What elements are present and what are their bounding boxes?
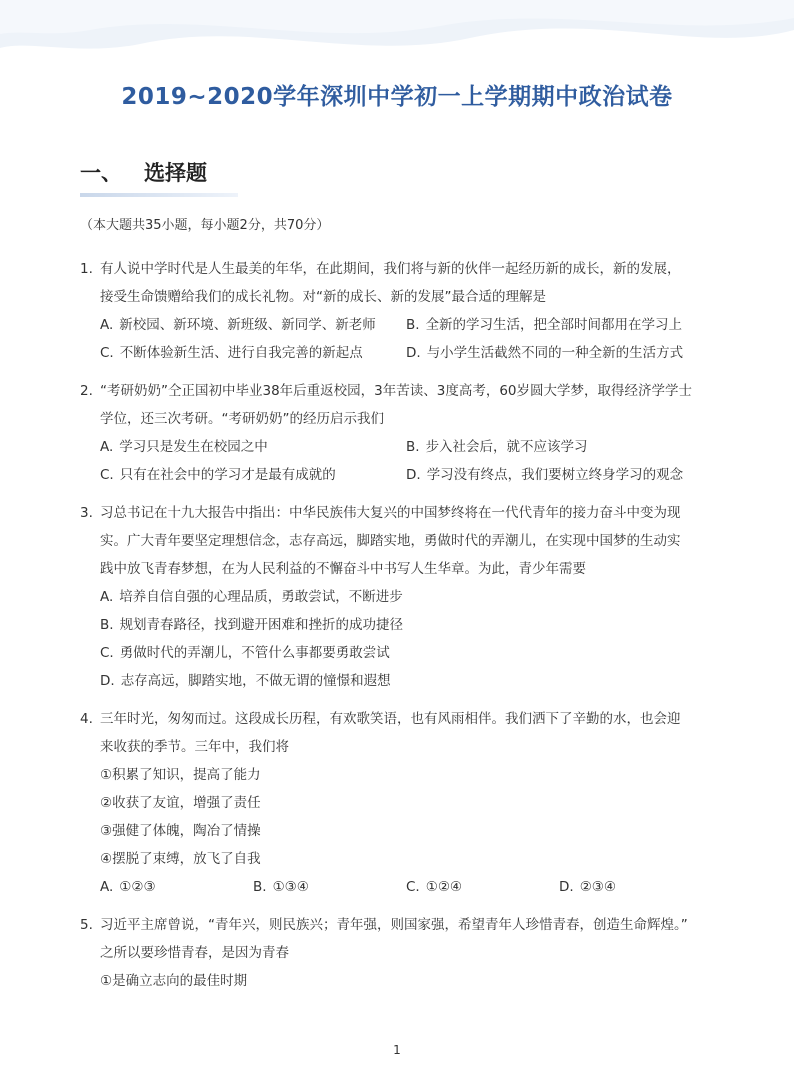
stem-line: 之所以要珍惜青春，是因为青春 [100, 945, 289, 961]
option-label: D. [406, 467, 421, 483]
option-group [100, 433, 720, 489]
option-label: C. [406, 879, 420, 895]
question-number: 3. [80, 505, 93, 521]
question-stem [100, 377, 720, 433]
option-c[interactable] [100, 339, 406, 367]
stem-line: 接受生命馈赠给我们的成长礼物。对“新的成长、新的发展”最合适的理解是 [100, 289, 546, 305]
stem-line: 习近平主席曾说，“青年兴，则民族兴；青年强，则国家强，希望青年人珍惜青春，创造生命辉煌。” [100, 917, 688, 933]
option-a[interactable] [100, 873, 253, 901]
option-label: C. [100, 345, 114, 361]
option-text: 培养自信自强的心理品质，勇敢尝试，不断进步 [119, 589, 403, 605]
option-a[interactable] [100, 433, 406, 461]
option-label: A. [100, 439, 114, 455]
option-text: 步入社会后，就不应该学习 [425, 439, 588, 455]
page-title: 2019~2020学年深圳中学初一上学期期中政治试卷 [121, 84, 673, 110]
option-label: B. [406, 439, 420, 455]
question-3 [80, 499, 720, 695]
stem-line: 来收获的季节。三年中，我们将 [100, 739, 289, 755]
option-text: 学习只是发生在校园之中 [119, 439, 268, 455]
option-label: B. [253, 879, 267, 895]
option-c[interactable] [406, 873, 559, 901]
section-title: 选择题 [144, 161, 207, 185]
option-text: ①②③ [119, 879, 156, 895]
option-text: 不断体验新生活、进行自我完善的新起点 [119, 345, 363, 361]
option-a[interactable] [100, 311, 406, 339]
section-underline [80, 193, 238, 197]
statement-3: ③强健了体魄，陶冶了情操 [100, 823, 261, 839]
option-text: ①③④ [272, 879, 309, 895]
page-number: 1 [393, 1043, 401, 1057]
option-group [100, 583, 720, 695]
option-text: ②③④ [579, 879, 616, 895]
option-text: 勇做时代的弄潮儿，不管什么事都要勇敢尝试 [119, 645, 390, 661]
statement-1: ①积累了知识，提高了能力 [100, 767, 261, 783]
option-c[interactable] [100, 639, 720, 667]
question-list [80, 255, 720, 1005]
option-group [100, 311, 720, 367]
section-instructions: （本大题共35小题，每小题2分，共70分） [80, 218, 330, 233]
question-number: 4. [80, 711, 93, 727]
statement-2: ②收获了友谊，增强了责任 [100, 795, 261, 811]
statement-1: ①是确立志向的最佳时期 [100, 973, 248, 989]
question-stem [100, 911, 720, 967]
stem-line: 习总书记在十九大报告中指出：中华民族伟大复兴的中国梦终将在一代代青年的接力奋斗中变为现 [100, 505, 681, 521]
option-label: D. [406, 345, 421, 361]
option-d[interactable] [406, 461, 726, 489]
option-b[interactable] [253, 873, 406, 901]
question-stem [100, 705, 720, 761]
option-d[interactable] [406, 339, 726, 367]
option-label: B. [406, 317, 420, 333]
option-label: D. [559, 879, 574, 895]
stem-line: “考研奶奶”仝正国初中毕业38年后重返校园，3年苦读、3度高考，60岁圆大学梦，取得经济学学士 [100, 383, 693, 399]
question-1 [80, 255, 720, 367]
option-label: A. [100, 589, 114, 605]
option-b[interactable] [406, 433, 726, 461]
option-a[interactable] [100, 583, 720, 611]
question-stem [100, 499, 720, 583]
question-5 [80, 911, 720, 995]
option-b[interactable] [100, 611, 720, 639]
option-label: C. [100, 467, 114, 483]
question-stem [100, 255, 720, 311]
option-group [100, 873, 720, 901]
stem-line: 践中放飞青春梦想，在为人民利益的不懈奋斗中书写人生华章。为此，青少年需要 [100, 561, 586, 577]
option-d[interactable] [100, 667, 720, 695]
option-label: D. [100, 673, 115, 689]
option-text: 新校园、新环境、新班级、新同学、新老师 [119, 317, 376, 333]
stem-line: 有人说中学时代是人生最美的年华，在此期间，我们将与新的伙伴一起经历新的成长，新的发展， [100, 261, 681, 277]
option-text: ①②④ [425, 879, 463, 895]
option-text: 只有在社会中的学习才是最有成就的 [119, 467, 336, 483]
header-wave-decoration [0, 0, 794, 70]
option-label: C. [100, 645, 114, 661]
question-4 [80, 705, 720, 901]
option-text: 志存高远，脚踏实地，不做无谓的憧憬和遐想 [120, 673, 391, 689]
question-number: 1. [80, 261, 93, 277]
question-number: 5. [80, 917, 93, 933]
option-label: B. [100, 617, 114, 633]
option-d[interactable] [559, 873, 712, 901]
stem-line: 实。广大青年要坚定理想信念，志存高远，脚踏实地，勇做时代的弄潮儿，在实现中国梦的生动实 [100, 533, 681, 549]
option-text: 学习没有终点，我们要树立终身学习的观念 [426, 467, 684, 483]
option-label: A. [100, 317, 114, 333]
option-b[interactable] [406, 311, 726, 339]
option-text: 与小学生活截然不同的一种全新的生活方式 [426, 345, 684, 361]
option-label: A. [100, 879, 114, 895]
option-text: 规划青春路径，找到避开困难和挫折的成功捷径 [119, 617, 404, 633]
question-2 [80, 377, 720, 489]
section-number: 一、 [80, 161, 122, 185]
section-heading [80, 157, 207, 187]
stem-line: 三年时光，匆匆而过。这段成长历程，有欢歌笑语，也有风雨相伴。我们洒下了辛勤的水，也会迎 [100, 711, 681, 727]
option-c[interactable] [100, 461, 406, 489]
stem-line: 学位，还三次考研。“考研奶奶”的经历启示我们 [100, 411, 384, 427]
question-number: 2. [80, 383, 93, 399]
option-text: 全新的学习生活，把全部时间都用在学习上 [425, 317, 683, 333]
statement-4: ④摆脱了束缚，放飞了自我 [100, 851, 261, 867]
